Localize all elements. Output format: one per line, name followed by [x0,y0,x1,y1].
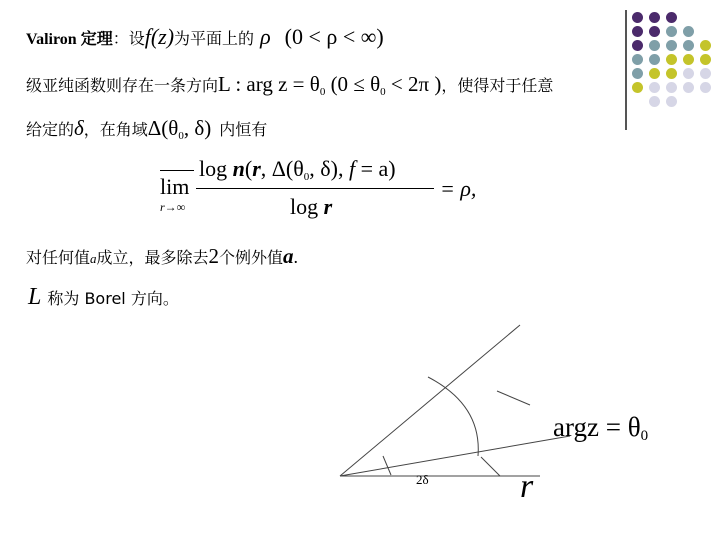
lim-subscript: r→∞ [160,200,186,214]
label-r: r [520,468,534,505]
line3-mid: ，在角域 [83,120,148,139]
direction-ray [340,436,570,476]
line3-tail: 内恒有 [219,120,268,139]
formula-part: (0 ≤ θ [325,72,381,96]
formula-part: = a) [355,156,396,181]
rho-condition: (0 < ρ < ∞) [284,24,384,49]
line1-prefix: ：设 [112,29,145,48]
label-arg-text: argz = θ [553,412,641,442]
formula-part: log [290,194,324,219]
subscript: 0 [178,130,184,142]
formula-part: r [323,194,333,219]
line1-mid: 为平面上的 [174,29,255,48]
line4-mid: 成立，最多除去 [96,248,209,267]
formula-part: Δ(θ [147,116,179,140]
tick-inner [383,456,391,475]
delta-symbol: δ [74,116,84,140]
subscript: 0 [319,86,326,98]
formula-part: f [348,156,356,181]
formula-part: r [252,156,261,181]
formula-part: ( [244,156,253,181]
formula-part: L : arg z = θ [218,72,320,96]
direction-L: L [28,284,42,310]
line2-text: 级亚纯函数则存在一条方向 [26,76,219,95]
rho-symbol: ρ [260,24,271,49]
tick-upper [497,391,530,405]
lim-text: lim [160,174,190,199]
angle-arc [428,377,478,456]
value-a-small: a [90,251,97,266]
formula-rhs: = ρ, [440,176,477,201]
line5-text: 称为 Borel 方向。 [47,289,179,308]
formula-part: < 2π ) [385,72,442,96]
tick-lower [481,457,500,476]
formula-part: , δ) [183,116,212,140]
line4-mid2: 个例外值 [219,248,284,267]
line2-tail: ，使得对于任意 [441,76,554,95]
subscript: 0 [303,171,310,183]
formula-part: , Δ(θ [260,156,304,181]
line3-text: 给定的 [26,120,75,139]
number-two: 2 [208,244,220,268]
label-2delta: 2δ [416,472,429,487]
subscript: 0 [640,428,649,444]
function-fz: f(z) [144,24,175,49]
upper-ray [340,325,520,476]
formula-part: n [232,156,245,181]
theorem-title: Valiron 定理 [26,31,113,48]
label-argz-theta0 [553,412,648,445]
subscript: 0 [380,86,386,98]
formula-part: log [199,156,233,181]
period: . [293,247,299,267]
value-a-big: a [283,244,294,268]
line4-text: 对任何值 [26,248,91,267]
formula-part: , δ), [309,156,349,181]
